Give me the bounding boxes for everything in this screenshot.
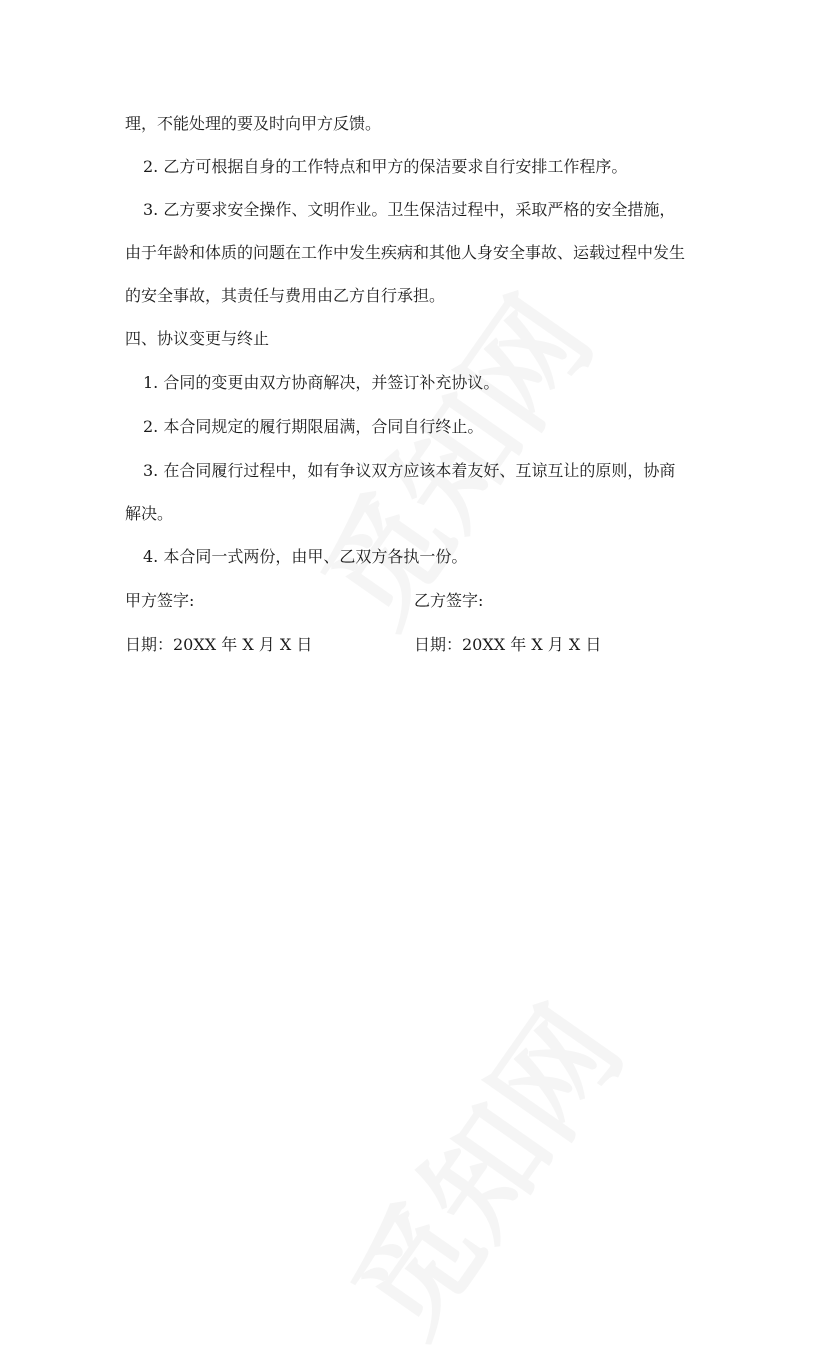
paragraph-line: 的安全事故，其责任与费用由乙方自行承担。 — [125, 286, 446, 305]
party-a-date: 日期：20XX 年 X 月 X 日 — [125, 635, 313, 654]
paragraph-line: 解决。 — [125, 504, 174, 523]
paragraph-line: 由于年龄和体质的问题在工作中发生疾病和其他人身安全事故、运载过程中发生 — [125, 243, 686, 262]
watermark — [306, 969, 653, 1363]
paragraph-line: 1. 合同的变更由双方协商解决，并签订补充协议。 — [143, 373, 500, 392]
paragraph-line: 2. 乙方可根据自身的工作特点和甲方的保洁要求自行安排工作程序。 — [143, 157, 628, 176]
paragraph-line: 理，不能处理的要及时向甲方反馈。 — [125, 114, 382, 133]
party-b-date: 日期：20XX 年 X 月 X 日 — [414, 635, 602, 654]
paragraph-line: 2. 本合同规定的履行期限届满，合同自行终止。 — [143, 417, 484, 436]
paragraph-line: 3. 在合同履行过程中，如有争议双方应该本着友好、互谅互让的原则，协商 — [143, 461, 676, 480]
date-row — [0, 634, 830, 656]
party-b-signature-label: 乙方签字: — [414, 591, 484, 610]
paragraph-line: 3. 乙方要求安全操作、文明作业。卫生保洁过程中，采取严格的安全措施， — [143, 200, 676, 219]
paragraph-line: 4. 本合同一式两份，由甲、乙双方各执一份。 — [143, 547, 468, 566]
signature-row — [0, 590, 830, 612]
section-heading: 四、协议变更与终止 — [125, 329, 270, 348]
party-a-signature-label: 甲方签字: — [125, 591, 195, 610]
